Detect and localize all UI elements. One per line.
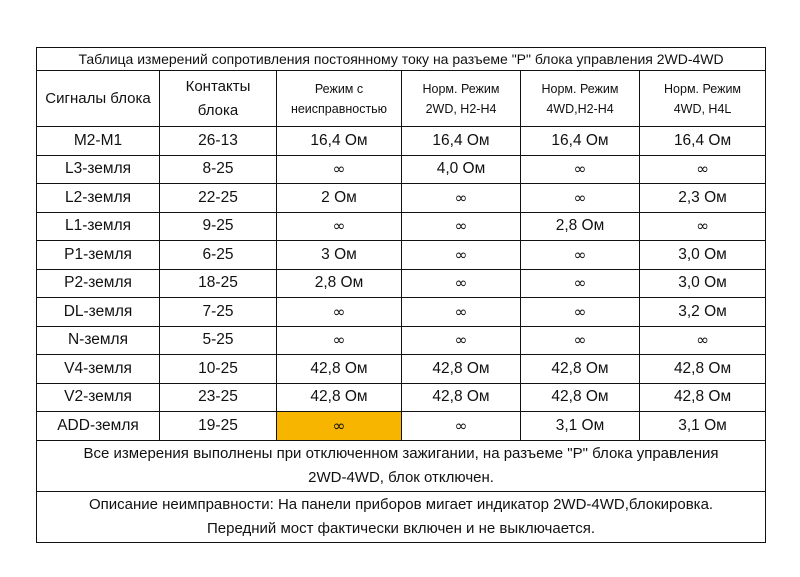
measurement-table: [36, 47, 766, 543]
note-line: Описание неимправности: На панели приборов мигает индикатор 2WD-4WD,блокировка.: [88, 495, 714, 513]
value-cell: 42,8 Ом: [640, 355, 766, 384]
value-cell: ∞: [402, 241, 521, 270]
value-cell: 3 Ом: [277, 241, 402, 270]
signal-cell: V4-земля: [37, 355, 160, 384]
header-normal-4wd-l-line2: 4WD, H4L: [673, 101, 732, 116]
value-cell: ∞: [277, 212, 402, 241]
value-cell: ∞: [521, 241, 640, 270]
contacts-cell: 9-25: [160, 212, 277, 241]
contacts-cell: 10-25: [160, 355, 277, 384]
value-cell: 16,4 Ом: [277, 127, 402, 156]
note-line: Передний мост фактически включен и не выключается.: [207, 519, 596, 537]
value-cell: ∞: [402, 184, 521, 213]
header-normal-2wd: [402, 71, 521, 127]
header-normal-4wd-h: [521, 71, 640, 127]
value-cell: ∞: [640, 155, 766, 184]
table-row: [37, 127, 766, 156]
header-normal-4wd-l: [640, 71, 766, 127]
value-cell: 42,8 Ом: [521, 355, 640, 384]
table-title: Таблица измерений сопротивления постоянному току на разъеме "P" блока управления 2WD-4WD: [37, 48, 766, 71]
signal-cell: L3-земля: [37, 155, 160, 184]
signal-cell: P2-земля: [37, 269, 160, 298]
contacts-cell: 8-25: [160, 155, 277, 184]
header-signals: [37, 71, 160, 127]
contacts-cell: 23-25: [160, 383, 277, 412]
contacts-cell: 6-25: [160, 241, 277, 270]
highlighted-fault-cell: ∞: [277, 412, 402, 441]
header-normal-4wd-h-line1: Норм. Режим: [541, 81, 619, 96]
fault-description-note: [37, 491, 766, 542]
table-row: [37, 212, 766, 241]
value-cell: ∞: [402, 269, 521, 298]
header-row: [37, 71, 766, 127]
value-cell: 42,8 Ом: [402, 383, 521, 412]
value-cell: 3,2 Ом: [640, 298, 766, 327]
value-cell: ∞: [521, 326, 640, 355]
value-cell: ∞: [277, 298, 402, 327]
table-row: [37, 184, 766, 213]
signal-cell: DL-земля: [37, 298, 160, 327]
header-normal-4wd-l-line1: Норм. Режим: [664, 81, 742, 96]
signal-cell: L1-земля: [37, 212, 160, 241]
signal-cell: N-земля: [37, 326, 160, 355]
note-line: 2WD-4WD, блок отключен.: [308, 468, 494, 486]
table-row: [37, 298, 766, 327]
signal-cell: V2-земля: [37, 383, 160, 412]
value-cell: ∞: [277, 155, 402, 184]
value-cell: 42,8 Ом: [521, 383, 640, 412]
table-row: [37, 355, 766, 384]
value-cell: 4,0 Ом: [402, 155, 521, 184]
value-cell: ∞: [521, 298, 640, 327]
value-cell: ∞: [402, 212, 521, 241]
header-contacts-line1: Контакты: [185, 77, 251, 95]
table-row: [37, 326, 766, 355]
value-cell: ∞: [277, 326, 402, 355]
header-fault-mode-line2: неисправностью: [290, 101, 388, 116]
value-cell: 3,1 Ом: [521, 412, 640, 441]
signal-cell: L2-земля: [37, 184, 160, 213]
table-row: [37, 269, 766, 298]
table-row: [37, 155, 766, 184]
value-cell: ∞: [640, 326, 766, 355]
contacts-cell: 26-13: [160, 127, 277, 156]
value-cell: 42,8 Ом: [277, 383, 402, 412]
value-cell: ∞: [402, 326, 521, 355]
header-fault-mode-line1: Режим с: [314, 81, 364, 96]
header-signals-label: Сигналы блока: [45, 89, 151, 107]
value-cell: 2,3 Ом: [640, 184, 766, 213]
value-cell: 2 Ом: [277, 184, 402, 213]
value-cell: 3,0 Ом: [640, 269, 766, 298]
contacts-cell: 5-25: [160, 326, 277, 355]
contacts-cell: 7-25: [160, 298, 277, 327]
contacts-cell: 22-25: [160, 184, 277, 213]
signal-cell: ADD-земля: [37, 412, 160, 441]
value-cell: 42,8 Ом: [640, 383, 766, 412]
table-row: [37, 383, 766, 412]
value-cell: 16,4 Ом: [402, 127, 521, 156]
value-cell: ∞: [402, 298, 521, 327]
header-normal-4wd-h-line2: 4WD,H2-H4: [546, 101, 614, 116]
value-cell: ∞: [521, 269, 640, 298]
table-row: [37, 241, 766, 270]
signal-cell: P1-земля: [37, 241, 160, 270]
header-normal-2wd-line1: Норм. Режим: [422, 81, 500, 96]
value-cell: 2,8 Ом: [277, 269, 402, 298]
value-cell: 3,0 Ом: [640, 241, 766, 270]
value-cell: ∞: [521, 184, 640, 213]
header-fault-mode: [277, 71, 402, 127]
contacts-cell: 19-25: [160, 412, 277, 441]
value-cell: 42,8 Ом: [402, 355, 521, 384]
value-cell: ∞: [640, 212, 766, 241]
value-cell: 16,4 Ом: [640, 127, 766, 156]
value-cell: 16,4 Ом: [521, 127, 640, 156]
note-line: Все измерения выполнены при отключенном зажигании, на разъеме "P" блока управления: [83, 444, 719, 462]
value-cell: 3,1 Ом: [640, 412, 766, 441]
header-normal-2wd-line2: 2WD, H2-H4: [425, 101, 497, 116]
value-cell: ∞: [521, 155, 640, 184]
value-cell: ∞: [402, 412, 521, 441]
value-cell: 42,8 Ом: [277, 355, 402, 384]
header-contacts-line2: блока: [197, 101, 239, 119]
measurement-conditions-note: [37, 440, 766, 491]
table-row: [37, 412, 766, 441]
value-cell: 2,8 Ом: [521, 212, 640, 241]
contacts-cell: 18-25: [160, 269, 277, 298]
signal-cell: M2-M1: [37, 127, 160, 156]
header-contacts: [160, 71, 277, 127]
